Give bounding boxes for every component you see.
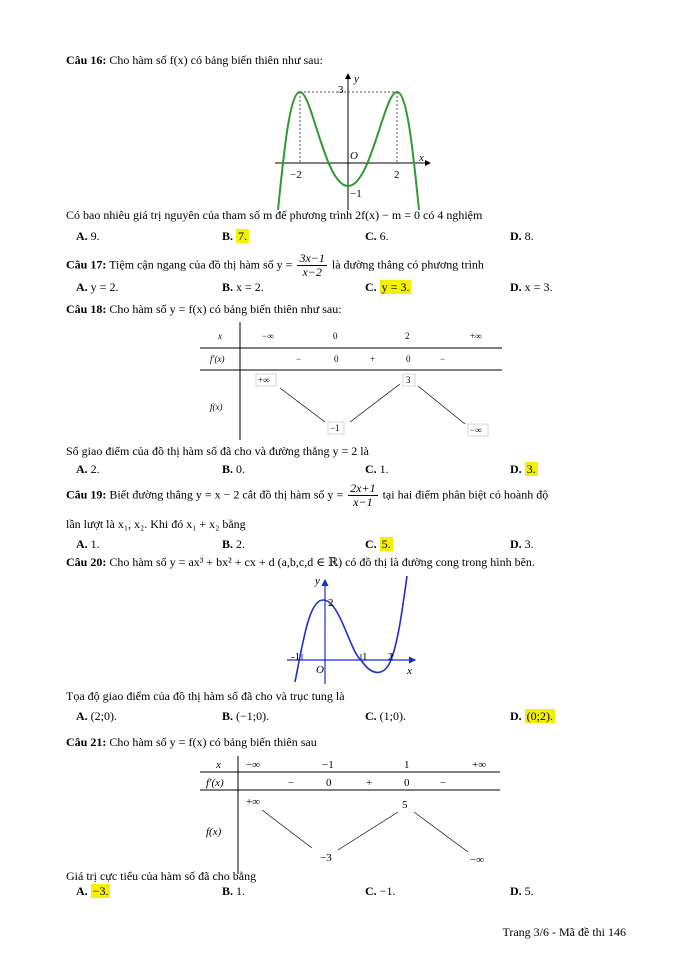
q21-fp-sign: 0 [404, 777, 410, 789]
q21-fp-sign: 0 [326, 777, 332, 789]
option-text: 8. [524, 229, 534, 243]
q18-text: Cho hàm số y = f(x) có bảng biến thiên như sau: [109, 302, 342, 316]
q21-fp-sign: − [288, 777, 295, 789]
q16-label: Câu 16: [66, 53, 107, 67]
q18-fp-sign: 0 [406, 354, 411, 364]
q17-text-after: là đường thẳng có phương trình [331, 257, 484, 272]
q17-option-b[interactable] [222, 280, 264, 295]
page-footer: Trang 3/6 - Mã đề thi 146 [502, 925, 626, 939]
q21-stem [66, 735, 317, 750]
option-letter: A. [76, 280, 91, 294]
q16-option-b[interactable] [222, 229, 249, 244]
q18-option-c[interactable] [365, 462, 389, 477]
q20-y-label: y [315, 575, 320, 587]
q16-origin: O [350, 150, 358, 162]
q19-stem [66, 482, 548, 509]
q18-question: Số giao điểm của đồ thị hàm số đã cho và đường thẳng y = 2 là [66, 444, 369, 458]
q19-option-d[interactable] [510, 537, 534, 552]
q17-option-a[interactable] [76, 280, 118, 295]
option-text: (−1;0). [236, 709, 270, 723]
option-letter: D. [510, 280, 525, 294]
q19-fraction [348, 482, 377, 509]
q16-y-label: y [354, 73, 359, 85]
option-letter: B. [222, 280, 237, 294]
q21-fp-sign: + [366, 777, 373, 789]
q18-x-label: x [218, 331, 222, 341]
q16-text: Cho hàm số f(x) có bảng biến thiên như sau: [109, 53, 323, 67]
option-letter: C. [365, 229, 380, 243]
option-text: 5. [524, 884, 534, 898]
option-text: 7. [238, 229, 248, 243]
q18-f-bot-right: −∞ [470, 425, 482, 435]
q17-text-before: Tiệm cận ngang của đồ thị hàm số y = [109, 257, 293, 272]
option-letter: B. [222, 884, 237, 898]
option-text: (1;0). [379, 709, 406, 723]
q19-frac-den: x−1 [353, 495, 373, 509]
q16-y3: 3 [338, 84, 344, 96]
q16-option-a[interactable] [76, 229, 100, 244]
option-text: 3. [524, 537, 534, 551]
q20-stem [66, 555, 535, 570]
option-letter: A. [76, 884, 91, 898]
q19-line2: lần lượt là x₁, x₂. Khi đó x₁ + x₂ bằng [66, 517, 246, 531]
option-text: (2;0). [90, 709, 117, 723]
q21-f-top-mid: 5 [402, 799, 408, 811]
q21-option-b[interactable] [222, 884, 245, 899]
option-letter: D. [510, 884, 525, 898]
q16-xneg2: −2 [290, 169, 302, 181]
q17-fraction [297, 252, 326, 279]
q18-fp-sign: − [440, 354, 446, 364]
q17-frac-den: x−2 [302, 265, 322, 279]
q21-text: Cho hàm số y = f(x) có bảng biến thiên sau [109, 735, 317, 749]
option-letter: D. [510, 709, 525, 723]
q18-x-val: −∞ [262, 331, 274, 341]
option-letter: C. [365, 537, 380, 551]
q21-x-val: −∞ [246, 759, 261, 771]
q21-option-c[interactable] [365, 884, 395, 899]
q18-f-label: f(x) [210, 402, 223, 412]
q16-x2: 2 [394, 169, 400, 181]
option-letter: A. [76, 709, 91, 723]
q18-x-val: +∞ [470, 331, 482, 341]
q16-option-c[interactable] [365, 229, 389, 244]
q18-label: Câu 18: [66, 302, 107, 316]
q21-f-label: f(x) [206, 826, 222, 838]
q16-stem [66, 53, 323, 68]
q17-option-c[interactable] [365, 280, 411, 295]
q20-x1: 1 [362, 651, 368, 663]
q20-x2: 2 [388, 651, 394, 663]
q21-fp-label: f′(x) [206, 777, 224, 789]
q20-option-d[interactable] [510, 709, 555, 724]
q20-option-b[interactable] [222, 709, 269, 724]
q21-label: Câu 21: [66, 735, 107, 749]
q21-f-top-left: +∞ [246, 796, 261, 808]
q21-f-bot-mid: −3 [320, 852, 332, 864]
q19-frac-num: 2x+1 [350, 481, 376, 495]
q18-option-b[interactable] [222, 462, 245, 477]
q21-option-a[interactable] [76, 884, 110, 899]
q21-f-bot-right: −∞ [470, 854, 485, 866]
option-text: y = 2. [90, 280, 119, 294]
q16-option-d[interactable] [510, 229, 534, 244]
option-letter: D. [510, 462, 525, 476]
option-text: 1. [236, 884, 246, 898]
q21-fp-sign: − [440, 777, 447, 789]
option-text: 6. [379, 229, 389, 243]
q18-f-top-mid: 3 [406, 375, 411, 385]
q21-option-d[interactable] [510, 884, 534, 899]
option-text: 5. [381, 537, 391, 551]
q18-variation-table [200, 322, 505, 442]
q18-f-bot-mid: −1 [330, 423, 340, 433]
q21-x-val: −1 [322, 759, 334, 771]
option-letter: B. [222, 462, 237, 476]
q20-x-label: x [407, 665, 412, 677]
option-text: 9. [90, 229, 100, 243]
option-text: y = 3. [381, 280, 410, 294]
q20-option-c[interactable] [365, 709, 406, 724]
q18-fp-sign: + [370, 354, 376, 364]
q18-option-a[interactable] [76, 462, 100, 477]
option-letter: B. [222, 229, 237, 243]
option-text: 0. [236, 462, 246, 476]
option-letter: D. [510, 229, 525, 243]
q19-option-b[interactable] [222, 537, 245, 552]
option-letter: C. [365, 709, 380, 723]
q19-text-after: tại hai điểm phân biệt có hoành độ [382, 487, 549, 502]
q19-text-before: Biết đường thẳng y = x − 2 cắt đồ thị hàm số y = [109, 487, 344, 502]
q19-option-c[interactable] [365, 537, 393, 552]
option-text: x = 2. [236, 280, 264, 294]
q18-fp-sign: − [296, 354, 302, 364]
q18-fp-sign: 0 [334, 354, 339, 364]
option-text: −1. [379, 884, 396, 898]
q18-stem [66, 302, 342, 317]
q21-variation-table [200, 756, 505, 876]
q21-x-val: +∞ [472, 759, 487, 771]
q17-frac-num: 3x−1 [299, 251, 325, 265]
q18-x-val: 2 [405, 331, 410, 341]
q19-label: Câu 19: [66, 487, 107, 502]
q18-f-top-left: +∞ [258, 375, 270, 385]
option-letter: C. [365, 884, 380, 898]
option-letter: D. [510, 537, 525, 551]
option-text: −3. [92, 884, 109, 898]
option-letter: B. [222, 709, 237, 723]
q20-origin: O [316, 664, 324, 676]
q20-text: Cho hàm số y = ax³ + bx² + cx + d (a,b,c,d ∈ ℝ) có đồ thị là đường cong trong hình bên. [109, 555, 535, 569]
option-text: 1. [379, 462, 389, 476]
option-text: (0;2). [526, 709, 553, 723]
option-text: 2. [236, 537, 246, 551]
q20-question: Tọa độ giao điểm của đồ thị hàm số đã cho và trục tung là [66, 689, 345, 703]
option-letter: C. [365, 280, 380, 294]
q16-graph [270, 70, 440, 215]
q20-option-a[interactable] [76, 709, 117, 724]
option-text: x = 3. [524, 280, 553, 294]
q17-stem [66, 252, 484, 279]
q21-x-val: 1 [404, 759, 410, 771]
q20-xneg1: -1 [291, 651, 301, 663]
q19-option-a[interactable] [76, 537, 100, 552]
q18-fp-label: f′(x) [210, 354, 225, 364]
q20-graph [285, 572, 425, 687]
q18-option-d[interactable] [510, 462, 538, 477]
option-letter: C. [365, 462, 380, 476]
option-text: 3. [526, 462, 536, 476]
option-text: 1. [90, 537, 100, 551]
option-letter: A. [76, 462, 91, 476]
q16-question: Có bao nhiêu giá trị nguyên của tham số m để phương trình 2f(x) − m = 0 có 4 nghiệm [66, 208, 483, 222]
option-text: 2. [90, 462, 100, 476]
q20-y2: 2 [328, 597, 334, 609]
option-letter: A. [76, 537, 91, 551]
q18-x-val: 0 [333, 331, 338, 341]
q17-label: Câu 17: [66, 257, 107, 272]
option-letter: B. [222, 537, 237, 551]
q17-option-d[interactable] [510, 280, 552, 295]
q21-question: Giá trị cực tiểu của hàm số đã cho bằng [66, 869, 257, 883]
option-letter: A. [76, 229, 91, 243]
q16-yneg1: −1 [350, 188, 362, 200]
q20-label: Câu 20: [66, 555, 107, 569]
q21-x-label: x [216, 759, 221, 771]
q16-x-label: x [419, 152, 424, 164]
